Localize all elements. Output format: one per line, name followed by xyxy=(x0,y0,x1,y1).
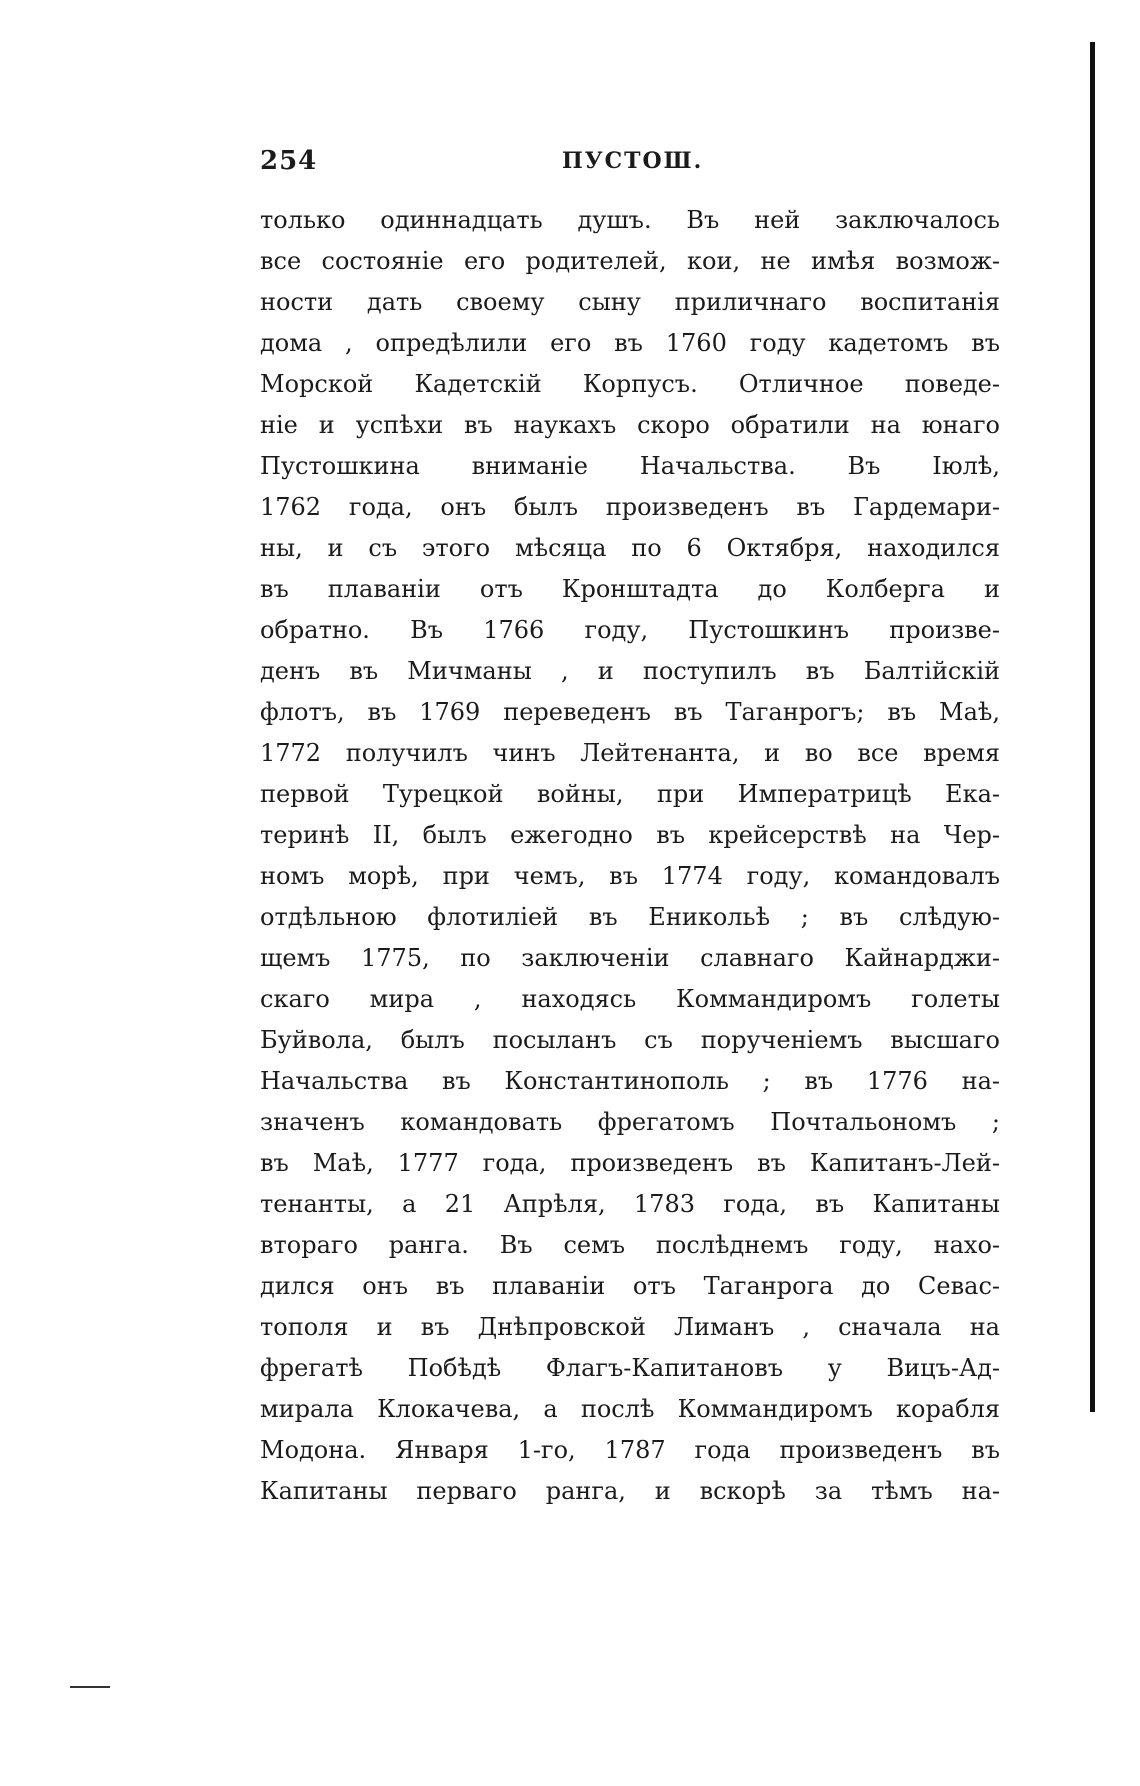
text-line: значенъ командовать фрегатомъ Почтальономъ ; xyxy=(260,1108,1000,1136)
text-line: 1762 года, онъ былъ произведенъ въ Гардемари- xyxy=(260,493,1000,521)
text-line: первой Турецкой войны, при Императрицѣ Ека- xyxy=(260,780,1000,808)
text-line: Модона. Января 1-го, 1787 года произведенъ въ xyxy=(260,1436,1000,1464)
text-line: ности дать своему сыну приличнаго воспитанія xyxy=(260,288,1000,316)
text-line: въ плаваніи отъ Кронштадта до Колберга и xyxy=(260,575,1000,603)
text-line: все состояніе его родителей, кои, не имѣя возмож- xyxy=(260,247,1000,275)
text-line: въ Маѣ, 1777 года, произведенъ въ Капитанъ-Лей- xyxy=(260,1149,1000,1177)
text-line: Капитаны перваго ранга, и вскорѣ за тѣмъ на- xyxy=(260,1477,1000,1505)
text-line: скаго мира , находясь Коммандиромъ голеты xyxy=(260,985,1000,1013)
text-line: отдѣльною флотиліей въ Еникольѣ ; въ слѣдую- xyxy=(260,903,1000,931)
footer-rule xyxy=(70,1686,110,1688)
text-line: дома , опредѣлили его въ 1760 году кадетомъ въ xyxy=(260,329,1000,357)
text-line: обратно. Въ 1766 году, Пустошкинъ произве- xyxy=(260,616,1000,644)
scan-edge-shadow xyxy=(1090,42,1095,1412)
text-line: тополя и въ Днѣпровской Лиманъ , сначала на xyxy=(260,1313,1000,1341)
text-line: флотъ, въ 1769 переведенъ въ Таганрогъ; въ Маѣ, xyxy=(260,698,1000,726)
text-line: тенанты, а 21 Апрѣля, 1783 года, въ Капитаны xyxy=(260,1190,1000,1218)
body-text xyxy=(260,200,1000,1512)
page-header xyxy=(260,146,1000,186)
text-line: только одиннадцать душъ. Въ ней заключалось xyxy=(260,206,1000,234)
text-line: фрегатѣ Побѣдѣ Флагъ-Капитановъ у Вицъ-Ад- xyxy=(260,1354,1000,1382)
running-head: ПУСТОШ. xyxy=(562,148,704,174)
text-line: Морской Кадетскій Корпусъ. Отличное поведе- xyxy=(260,370,1000,398)
text-line: 1772 получилъ чинъ Лейтенанта, и во все время xyxy=(260,739,1000,767)
text-line: дился онъ въ плаваніи отъ Таганрога до Севас- xyxy=(260,1272,1000,1300)
text-line: денъ въ Мичманы , и поступилъ въ Балтійскій xyxy=(260,657,1000,685)
text-line: втораго ранга. Въ семъ послѣднемъ году, нахо- xyxy=(260,1231,1000,1259)
text-line: номъ морѣ, при чемъ, въ 1774 году, командовалъ xyxy=(260,862,1000,890)
text-line: Начальства въ Константинополь ; въ 1776 на- xyxy=(260,1067,1000,1095)
text-line: теринѣ II, былъ ежегодно въ крейсерствѣ на Чер- xyxy=(260,821,1000,849)
page-number: 254 xyxy=(260,146,318,176)
text-line: Пустошкина вниманіе Начальства. Въ Іюлѣ, xyxy=(260,452,1000,480)
text-line: ны, и съ этого мѣсяца по 6 Октября, находился xyxy=(260,534,1000,562)
text-line: Буйвола, былъ посыланъ съ порученіемъ высшаго xyxy=(260,1026,1000,1054)
text-line: щемъ 1775, по заключеніи славнаго Кайнарджи- xyxy=(260,944,1000,972)
text-line: мирала Клокачева, а послѣ Коммандиромъ корабля xyxy=(260,1395,1000,1423)
text-line: ніе и успѣхи въ наукахъ скоро обратили на юнаго xyxy=(260,411,1000,439)
